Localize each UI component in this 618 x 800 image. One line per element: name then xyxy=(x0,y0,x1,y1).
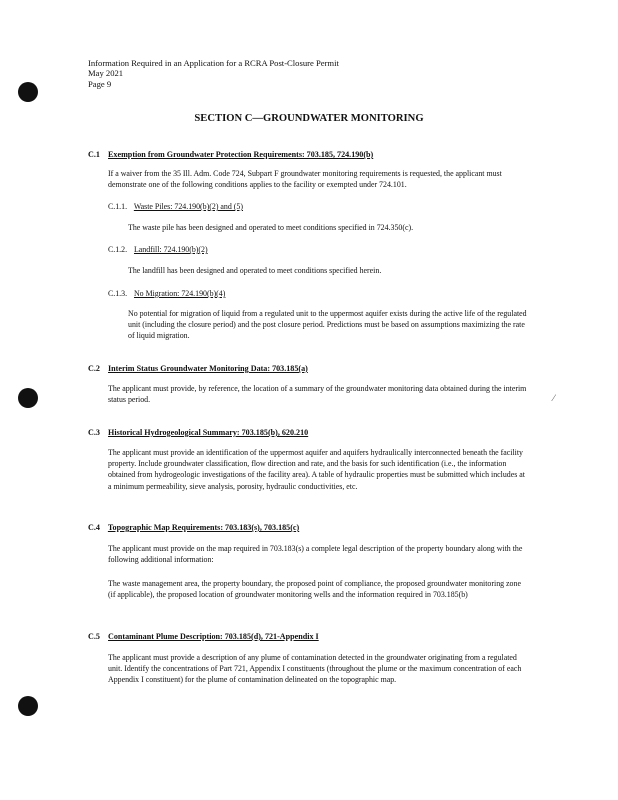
subsection-c1-3-text: No potential for migration of liquid from a regulated unit to the uppermost aquifer exists during the active life of the regulated unit (including the closure period) and the post closure period. Predictions must be based on assumptions maximizing the rate of liquid migration. xyxy=(128,309,527,341)
binder-hole-icon xyxy=(18,388,38,408)
section-c2-text: The applicant must provide, by reference, the location of a summary of the groundwater monitoring data obtained during the interim status period. xyxy=(108,384,527,405)
subsection-heading-text: No Migration: 724.190(b)(4) xyxy=(133,289,226,298)
section-c4-heading xyxy=(88,523,299,532)
binder-hole-icon xyxy=(18,82,38,102)
section-c2-heading xyxy=(88,364,308,373)
section-c1-heading xyxy=(88,150,373,159)
header-date: May 2021 xyxy=(88,68,124,79)
section-number: C.5 xyxy=(88,632,100,641)
subsection-c1-3-heading xyxy=(108,289,225,298)
page-header xyxy=(88,58,339,89)
header-page-number: Page 9 xyxy=(88,78,112,89)
section-c5-heading xyxy=(88,632,319,641)
section-c1-intro: If a waiver from the 35 Ill. Adm. Code 724, Subpart F groundwater monitoring requirements is requested, the applicant must demonstrate one of the following conditions applies to the facility or exempted under 724.101. xyxy=(108,169,502,190)
subsection-c1-2-text: The landfill has been designed and operated to meet conditions specified herein. xyxy=(128,266,382,275)
section-number: C.2 xyxy=(88,364,100,373)
section-c4-text-2: The waste management area, the property boundary, the proposed point of compliance, the proposed groundwater monitoring zone (if applicable), the proposed location of groundwater monitoring wells and the information required in 703.185(b) xyxy=(108,579,521,600)
subsection-c1-2-heading xyxy=(108,245,208,254)
subsection-number: C.1.1. xyxy=(108,202,128,211)
section-c4-text-1: The applicant must provide on the map required in 703.183(s) a complete legal description of the property boundary along with the following additional information: xyxy=(108,544,523,565)
section-c5-text: The applicant must provide a description of any plume of contamination detected in the groundwater originating from a regulated unit. Identify the concentrations of Part 721, Appendix I constituents (throughout the plume or the maximum concentration of each Appendix I constituent) for the plume of contamination delineated on the topographic map. xyxy=(108,653,522,685)
subsection-c1-1-text: The waste pile has been designed and operated to meet conditions specified in 724.350(c). xyxy=(128,223,414,232)
binder-hole-icon xyxy=(18,696,38,716)
subsection-number: C.1.2. xyxy=(108,245,128,254)
section-number: C.4 xyxy=(88,523,100,532)
section-c3-heading xyxy=(88,428,308,437)
section-heading-text: Exemption from Groundwater Protection Requirements: 703.185, 724.190(b) xyxy=(108,150,374,159)
section-heading-text: Historical Hydrogeological Summary: 703.185(b), 620.210 xyxy=(108,428,309,437)
subsection-heading-text: Waste Piles: 724.190(b)(2) and (5) xyxy=(133,202,243,211)
section-heading-text: Contaminant Plume Description: 703.185(d), 721-Appendix I xyxy=(108,632,319,641)
scan-speck-icon: ⁄ xyxy=(553,393,555,403)
section-heading-text: Interim Status Groundwater Monitoring Data: 703.185(a) xyxy=(108,364,308,373)
section-number: C.3 xyxy=(88,428,100,437)
section-number: C.1 xyxy=(88,150,100,159)
header-doc-title: Information Required in an Application for a RCRA Post-Closure Permit xyxy=(88,58,339,68)
subsection-number: C.1.3. xyxy=(108,289,128,298)
subsection-heading-text: Landfill: 724.190(b)(2) xyxy=(133,245,208,254)
section-title: SECTION C—GROUNDWATER MONITORING xyxy=(194,113,424,124)
section-c3-text: The applicant must provide an identification of the uppermost aquifer and aquifers hydraulically interconnected beneath the facility property. Include groundwater classification, flow direction and rate, and the basis for such identification (i.e., the information obtained from hydrogeologic investigations of the facility area). A table of hydraulic properties must be submitted which includes at a minimum permeability, sieve analysis, porosity, hydraulic conductivities, etc. xyxy=(108,448,525,491)
section-heading-text: Topographic Map Requirements: 703.183(s), 703.185(c) xyxy=(107,523,300,532)
subsection-c1-1-heading xyxy=(108,202,243,211)
